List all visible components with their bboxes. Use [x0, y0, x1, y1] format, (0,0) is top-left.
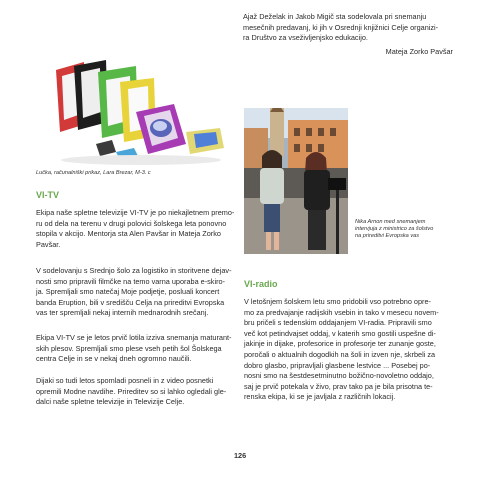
paragraph-line: ja. Spremljali smo natečaj Moje podjetje, posluali koncert	[36, 287, 220, 297]
paragraph-line: Ekipa naše spletne televizije VI-TV je po niekajletnem premo-	[36, 208, 235, 217]
caption-line: na prireditvi Evropska vas	[355, 233, 420, 240]
paragraph-line: dobro glasbo, pripravljali glasbene lestvice ... Posebej po-	[244, 360, 431, 370]
paragraph-line: V sodelovanju s Srednjo šolo za logistiko in storitvene dejav-	[36, 266, 232, 275]
paragraph-line: Ekipa VI-TV se je letos prvič lotila izziva snemanja maturant-	[36, 333, 232, 342]
interview-photo	[244, 108, 348, 254]
render-image	[36, 52, 226, 167]
vitv-paragraph-3	[36, 333, 232, 365]
paragraph-line: skih plesov. Spremljali smo plese vseh petih šol Šolskega	[36, 343, 222, 353]
paragraph-line: stopila v akcijo. Mentorja sta Alen Pavšar in Mateja Zorko	[36, 229, 221, 239]
intro-line: ra Društvo za vseživljenjsko edukacijo.	[243, 33, 368, 43]
interview-scene	[244, 108, 348, 254]
paragraph-line: nosti smo pripravili filmčke na temo varna uporaba e-skiro-	[36, 276, 225, 286]
vitv-paragraph-2	[36, 266, 232, 319]
render-illustration	[36, 52, 226, 167]
vitv-paragraph-4	[36, 376, 232, 408]
paragraph-line: Pavšar.	[36, 239, 61, 249]
photo-caption	[355, 219, 433, 241]
paragraph-line: jakinje in dijake, profesorice in profesorje ter zunanje goste,	[244, 339, 436, 349]
paragraph-line: dalci naše spletne televizije in Televizije Celje.	[36, 397, 185, 407]
paragraph-line: vas ter spremljali nekaj internih mednarodnih srečanj.	[36, 308, 209, 318]
caption-line: Nika Arnon med snemanjem	[355, 219, 426, 225]
section-heading-vitv: VI-TV	[36, 190, 60, 200]
paragraph-line: poročali o aktualnih dogodkih na šoli in izven nje, skrbeli za	[244, 349, 436, 359]
paragraph-line: nosni smo na šestdesetminutno božično-novoletno oddajo,	[244, 371, 434, 381]
paragraph-line: saj je prvič potekala v živo, prav tako pa je bila prisotna te-	[244, 381, 433, 391]
paragraph-line: bru pričeli s tedenskim oddajanjem VI-radia. Pripravili smo	[244, 318, 432, 328]
paragraph-line: renska ekipa, ki se je javljala z različnih lokacij.	[244, 392, 396, 402]
caption-line: intervjuja z ministrico za šolstvo	[355, 226, 434, 233]
intro-paragraph	[243, 12, 453, 44]
paragraph-line: mo za predvajanje radijskih vsebin in tako v mesecu novem-	[244, 307, 439, 317]
render-caption: Lučka, računalniški prikaz, Lara Brezar, M-3. c	[36, 170, 151, 176]
paragraph-line: ru od dela na terenu v drugi polovici šolskega leta ponovno	[36, 218, 227, 228]
vitv-paragraph-1	[36, 208, 235, 250]
intro-line: Ajaž Deželak in Jakob Migič sta sodelovala pri snemanju	[243, 12, 427, 21]
paragraph-line: V letošnjem šolskem letu smo pridobili vso potrebno opre-	[244, 297, 431, 306]
section-heading-viradio: VI-radio	[244, 279, 278, 289]
author-signature: Mateja Zorko Pavšar	[385, 47, 453, 56]
page-number: 126	[234, 451, 247, 460]
paragraph-line: banda Eruption, bili v središču Celja na prireditvi Evropska	[36, 297, 225, 307]
paragraph-line: več kot petindvajset oddaj, v katerih smo gostili uspešne di-	[244, 328, 436, 338]
paragraph-line: opremili Modne navdihe. Prireditev so si lahko ogledali gle-	[36, 386, 227, 396]
viradio-paragraph	[244, 297, 450, 403]
paragraph-line: centra Celje in se v nekaj dneh ogromno naučili.	[36, 354, 192, 364]
paragraph-line: Dijaki so tudi letos spomladi posneli in z video posnetki	[36, 376, 214, 385]
intro-line: mesečnih predavanj, ki jih v Osrednji knjižnici Celje organizi-	[243, 22, 439, 32]
